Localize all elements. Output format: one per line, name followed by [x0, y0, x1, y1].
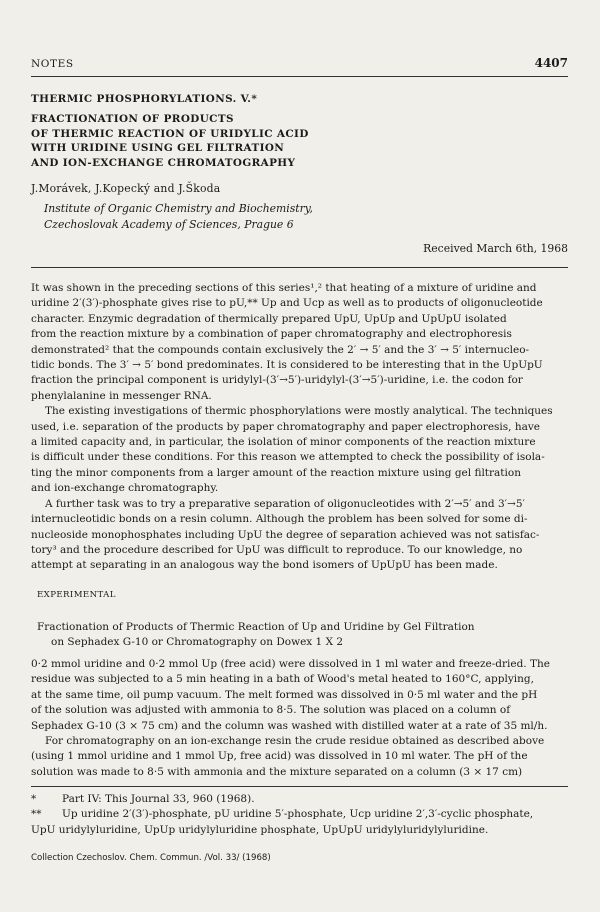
subheading-line: Fractionation of Products of Thermic Reaction of Up and Uridine by Gel Filtration	[37, 621, 475, 633]
text-line: A further task was to try a preparative separation of oligonucleotides with 2′→5′ and 3′→5′	[45, 497, 525, 510]
footnote	[31, 807, 568, 822]
intro-paragraph-1	[31, 281, 568, 404]
subtitle-line: OF THERMIC REACTION OF URIDYLIC ACID	[31, 127, 309, 140]
footnote-continuation: UpU uridylyluridine, UpUp uridylyluridine phosphate, UpUpU uridylyluridylyluridine.	[31, 823, 489, 836]
subtitle-line: FRACTIONATION OF PRODUCTS	[31, 113, 234, 125]
intro-text	[31, 281, 568, 574]
running-header	[31, 58, 568, 74]
sub-heading	[37, 620, 475, 651]
text-line: 0·2 mmol uridine and 0·2 mmol Up (free acid) were dissolved in 1 ml water and freeze-dried. The	[31, 658, 550, 670]
text-line: tory³ and the procedure described for UpU was difficult to reproduce. To our knowledge, no	[31, 543, 523, 556]
experimental-text	[31, 657, 568, 780]
text-line: uridine 2′(3′)-phosphate gives rise to pU,** Up and Ucp as well as to products of oligonucleotide	[31, 297, 543, 310]
footnote-mark: **	[31, 808, 42, 821]
journal-footer: Collection Czechoslov. Chem. Commun. /Vol. 33/ (1968)	[31, 853, 271, 863]
intro-paragraph-3	[31, 497, 568, 574]
text-line: and ion-exchange chromatography.	[31, 482, 219, 495]
text-line: tidic bonds. The 3′ → 5′ bond predominates. It is considered to be interesting that in the UpUpU	[31, 359, 543, 372]
text-line: from the reaction mixture by a combination of paper chromatography and electrophoresis	[31, 328, 512, 341]
text-line: is difficult under these conditions. For this reason we attempted to check the possibility of isola-	[31, 451, 545, 464]
text-line: For chromatography on an ion-exchange resin the crude residue obtained as described above	[45, 735, 545, 748]
text-line: fraction the principal component is uridylyl-(3′→5′)-uridylyl-(3′→5′)-uridine, i.e. the codon for	[31, 374, 523, 387]
text-line: of the solution was adjusted with ammonia to 8·5. The solution was placed on a column of	[31, 704, 511, 717]
text-line: at the same time, oil pump vacuum. The melt formed was dissolved in 0·5 ml water and the pH	[31, 688, 538, 701]
text-line: phenylalanine in messenger RNA.	[31, 389, 212, 402]
text-line: nucleoside monophosphates including UpU the degree of separation achieved was not satisfac-	[31, 528, 540, 541]
text-line: attempt at separating in an analogous way the bond isomers of UpUpU has been made.	[31, 559, 498, 572]
header-section: NOTES	[31, 58, 74, 70]
footnote	[31, 792, 568, 807]
received-rule	[31, 267, 568, 268]
text-line: (using 1 mmol uridine and 1 mmol Up, free acid) was dissolved in 10 ml water. The pH of the	[31, 750, 528, 763]
text-line: The existing investigations of thermic phosphorylations were mostly analytical. The techniques	[45, 405, 553, 418]
affiliation-line: Czechoslovak Academy of Sciences, Prague 6	[44, 218, 294, 231]
affiliation-line: Institute of Organic Chemistry and Biochemistry,	[44, 202, 313, 215]
footnote-mark: *	[31, 793, 37, 805]
subtitle-line: WITH URIDINE USING GEL FILTRATION	[31, 142, 285, 155]
received-date: Received March 6th, 1968	[423, 242, 568, 255]
intro-paragraph-2	[31, 404, 568, 496]
text-line: residue was subjected to a 5 min heating in a bath of Wood's metal heated to 160°C, applying,	[31, 673, 534, 686]
authors: J.Morávek, J.Kopecký and J.Škoda	[31, 182, 221, 195]
section-heading: EXPERIMENTAL	[37, 590, 116, 600]
experimental-paragraph-2	[31, 734, 568, 780]
article-subtitle	[31, 112, 309, 170]
text-line: character. Enzymic degradation of thermically prepared UpU, UpUp and UpUpU isolated	[31, 312, 507, 325]
text-line: It was shown in the preceding sections of this series¹,² that heating of a mixture of uridine and	[31, 282, 537, 294]
subtitle-line: AND ION-EXCHANGE CHROMATOGRAPHY	[31, 156, 296, 169]
text-line: solution was made to 8·5 with ammonia and the mixture separated on a column (3 × 17 cm)	[31, 765, 523, 778]
text-line: Sephadex G-10 (3 × 75 cm) and the column was washed with distilled water at a rate of 35 ml/h.	[31, 719, 548, 732]
header-rule	[31, 76, 568, 77]
article-title: THERMIC PHOSPHORYLATIONS. V.*	[31, 93, 258, 105]
affiliation	[44, 201, 313, 233]
experimental-paragraph-1	[31, 657, 568, 734]
text-line: used, i.e. separation of the products by paper chromatography and paper electrophoresis, have	[31, 420, 541, 433]
footnote-text: Part IV: This Journal 33, 960 (1968).	[62, 793, 255, 805]
page-number: 4407	[534, 56, 568, 70]
footnotes	[31, 792, 568, 838]
text-line: internucleotidic bonds on a resin column. Although the problem has been solved for some di-	[31, 513, 528, 526]
text-line: a limited capacity and, in particular, the isolation of minor components of the reaction mixture	[31, 436, 536, 449]
footnote-rule	[31, 786, 568, 787]
subheading-line: on Sephadex G-10 or Chromatography on Dowex 1 X 2	[51, 636, 344, 649]
text-line: ting the minor components from a larger amount of the reaction mixture using gel filtration	[31, 466, 521, 479]
text-line: demonstrated² that the compounds contain exclusively the 2′ → 5′ and the 3′ → 5′ internucleo-	[31, 343, 530, 356]
footnote-text: Up uridine 2′(3′)-phosphate, pU uridine 5′-phosphate, Ucp uridine 2′,3′-cyclic phosphate,	[62, 808, 534, 821]
